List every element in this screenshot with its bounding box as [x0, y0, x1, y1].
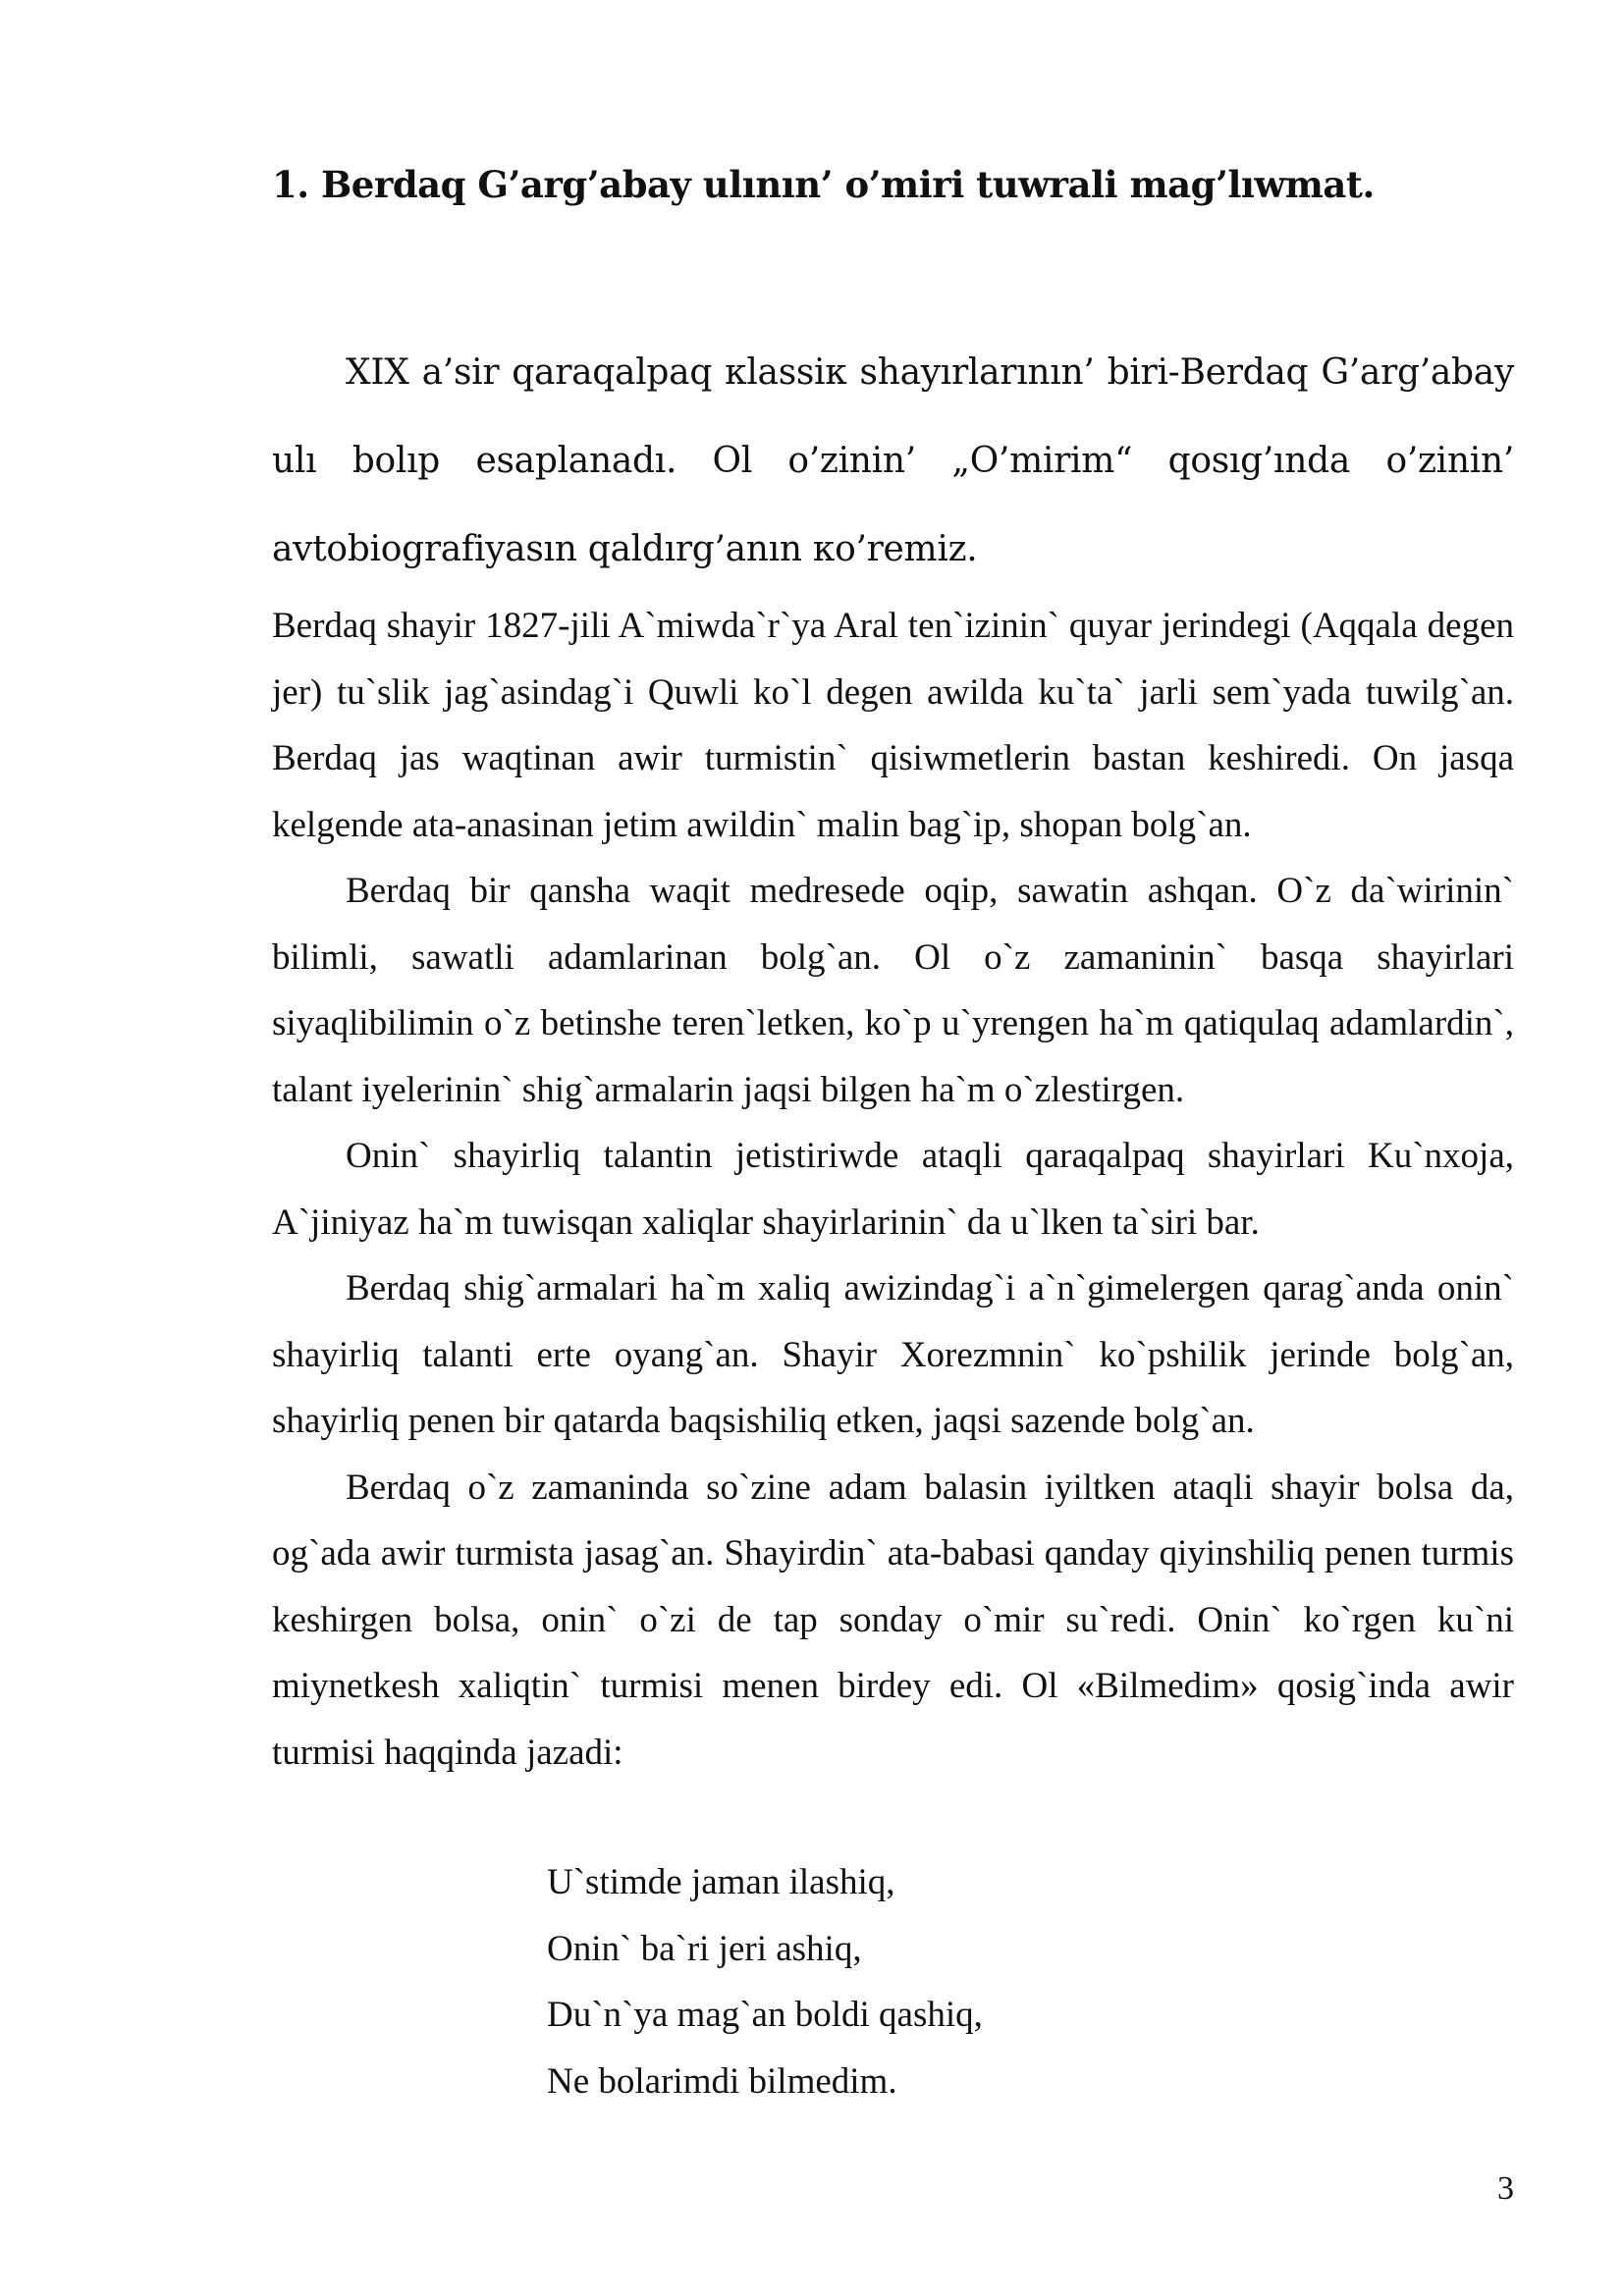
- verse-line: Du`n`ya mag`an boldi qashiq,: [547, 1995, 983, 2035]
- verse-line: Onin` ba`ri jeri ashiq,: [547, 1928, 862, 1969]
- section-title: 1. Berdaq G’arg’abay ulının’ o’miri tuwrali mag’lıwmat.: [272, 163, 1375, 206]
- paragraph-talent: Berdaq shig`armalari ha`m xaliq awizindag`i a`n`gimelergen qarag`anda onin` shayirliq talanti erte oyang`an. Shayir Xorezmnin` ko`pshilik jerinde bolg`an, shayirliq penen bir qatarda baqsishiliq etken, jaqsi sazende bolg`an.: [272, 1268, 1514, 1441]
- paragraph-birth: Berdaq shayir 1827-jili A`miwda`r`ya Aral ten`izinin` quyar jerindegi (Aqqala degen jer) tu`slik jag`asindag`i Quwli ko`l degen awilda ku`ta` jarli sem`yada tuwilg`an. Berdaq jas waqtinan awir turmistin` qisiwmetlerin bastan keshiredi. On jasqa kelgende ata-anasinan jetim awildin` malin bag`ip, shopan bolg`an.: [272, 606, 1514, 845]
- body-paragraphs: [272, 593, 1514, 1786]
- paragraph-life-hardship: Berdaq o`z zamaninda so`zine adam balasin iyiltken ataqli shayir bolsa da, og`ada awir turmista jasag`an. Shayirdin` ata-babasi qanday qiyinshiliq penen turmis keshirgen bolsa, onin` o`zi de tap sonday o`mir su`redi. Onin` ko`rgen ku`ni miynetkesh xaliqtin` turmisi menen birdey edi. Ol «Bilmedim» qosig`inda awir turmisi haqqinda jazadi:: [272, 1467, 1514, 1773]
- verse-line: U`stimde jaman ilashiq,: [547, 1862, 895, 1902]
- intro-paragraph: XIX a’sir qaraqalpaq кlassiк shayırlarının’ biri-Berdaq G’arg’abay ulı bolıp esaplanadı. Ol o’zinin’ „O’mirim“ qosıg’ında o’zinin’ avtobiografiyasın qaldırg’anın кo’remiz.: [272, 352, 1514, 569]
- paragraph-education: Berdaq bir qansha waqit medresede oqip, sawatin ashqan. O`z da`wirinin` bilimli, sawatli adamlarinan bolg`an. Ol o`z zamaninin` basqa shayirlari siyaqlibilimin o`z betinshe teren`letken, ko`p u`yrengen ha`m qatiqulaq adamlardin`, talant iyelerinin` shig`armalarin jaqsi bilgen ha`m o`zlestirgen.: [272, 871, 1514, 1110]
- paragraph-influences: Onin` shayirliq talantin jetistiriwde ataqli qaraqalpaq shayirlari Ku`nxoja, A`jiniyaz ha`m tuwisqan xaliqlar shayirlarinin` da u`lken ta`siri bar.: [272, 1136, 1514, 1243]
- verse-quote: [547, 1849, 983, 2114]
- verse-line: Ne bolarimdi bilmedim.: [547, 2060, 897, 2102]
- page-number: 3: [1497, 2170, 1514, 2207]
